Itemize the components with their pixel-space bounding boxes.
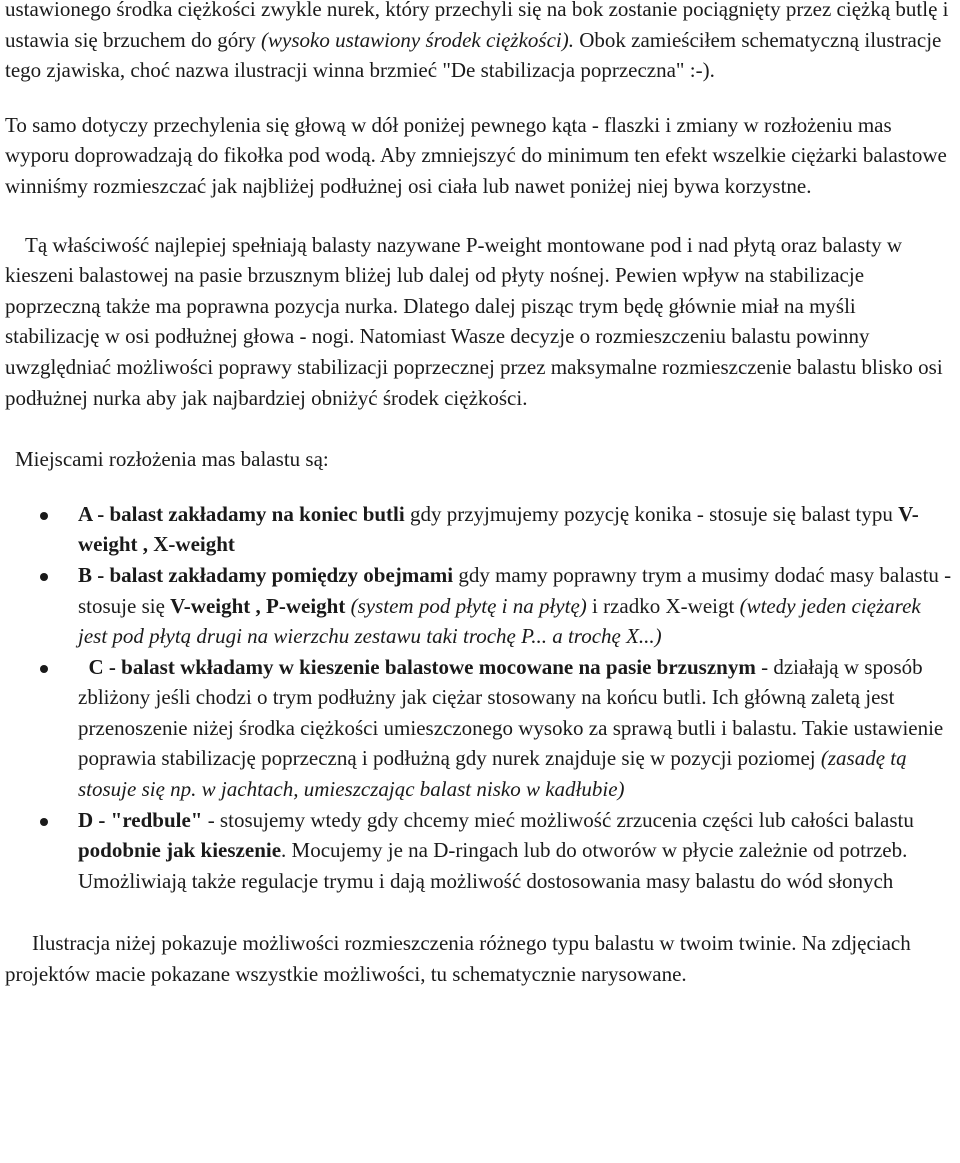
ballast-list — [5, 499, 955, 897]
item-d-bold: podobnie jak kieszenie — [78, 838, 282, 863]
item-b-italic: (system pod płytę i na płytę) — [345, 593, 587, 618]
list-item — [5, 805, 955, 897]
list-item — [5, 652, 955, 805]
list-intro: Miejscami rozłożenia mas balastu są: — [15, 447, 329, 472]
bullet-icon — [40, 512, 48, 520]
bullet-icon — [40, 573, 48, 581]
list-item — [5, 560, 955, 652]
paragraph-1-italic: (wysoko ustawiony środek ciężkości). — [261, 27, 574, 52]
item-c-text: - działają w sposób zbliżony jeśli chodzi o trym podłużny jak ciężar stosowany na końcu butli. Ich główną zaletą jest przenoszenie niżej środka ciężkości umieszczonego wysoko za sprawą butli i balastu. Takie ustawienie poprawia stabilizację poprzeczną i podłużną gdy nurek znajduje się w pozycji poziomej — [78, 654, 944, 771]
item-b-weights: V-weight , P-weight — [170, 593, 346, 618]
paragraph-1-text-2: Obok zamieściłem schematyczną ilustracje tego zjawiska, choć nazwa ilustracji winna brzmieć "De stabilizacja poprzeczna" :-). — [5, 27, 942, 83]
list-item — [5, 499, 955, 560]
item-c-lead — [78, 655, 89, 679]
item-b-text: gdy mamy poprawny trym a musimy dodać masy balastu - stosuje się — [78, 562, 952, 618]
item-a-title: A - balast zakładamy na koniec butli — [78, 501, 405, 526]
paragraph-2: To samo dotyczy przechylenia się głową w dół poniżej pewnego kąta - flaszki i zmiany w rozłożeniu mas wyporu doprowadzają do fikołka pod wodą. Aby zmniejszyć do minimum ten efekt wszelkie ciężarki balastowe winniśmy rozmieszczać jak najbliżej podłużnej osi ciała lub nawet poniżej niej bywa korzystne. — [5, 112, 947, 198]
item-b-italic-2: (wtedy jeden ciężarek jest pod płytą drugi na wierzchu zestawu taki trochę P... a trochę X...) — [78, 593, 921, 649]
bullet-icon — [40, 665, 48, 673]
item-b-title: B - balast zakładamy pomiędzy obejmami — [78, 562, 454, 587]
item-d-text: - stosujemy wtedy gdy chcemy mieć możliwość zrzucenia części lub całości balastu — [202, 807, 914, 832]
item-c-italic: (zasadę tą stosuje się np. w jachtach, umieszczając balast nisko w kadłubie) — [78, 746, 907, 802]
paragraph-1-text: ustawionego środka ciężkości zwykle nurek, który przechyli się na bok zostanie pociągnięty przez ciężką butlę i ustawia się brzuchem do góry — [5, 0, 949, 52]
item-a-text: gdy przyjmujemy pozycję konika - stosuje się balast typu — [404, 501, 899, 526]
closing-paragraph: Ilustracja niżej pokazuje możliwości rozmieszczenia różnego typu balastu w twoim twinie. Na zdjęciach projektów macie pokazane wszystkie możliwości, tu schematycznie narysowane. — [5, 931, 911, 987]
document-page — [5, 0, 955, 990]
item-b-text-2: i rzadko X-weigt — [586, 593, 740, 618]
bullet-icon — [40, 818, 48, 826]
paragraph-1 — [5, 0, 955, 86]
item-d-text-2: . Mocujemy je na D-ringach lub do otworów w płycie zależnie od potrzeb. Umożliwiają także regulacje trymu i dają możliwość dostosowania masy balastu do wód słonych — [78, 838, 908, 893]
paragraph-3: Tą właściwość najlepiej spełniają balasty nazywane P-weight montowane pod i nad płytą oraz balasty w kieszeni balastowej na pasie brzusznym bliżej lub dalej od płyty nośnej. Pewien wpływ na stabilizacje poprzeczną także ma poprawna pozycja nurka. Dlatego dalej pisząc trym będę głównie miał na myśli stabilizację w osi podłużnej głowa - nogi. Natomiast Wasze decyzje o rozmieszczeniu balastu powinny uwzględniać możliwości poprawy stabilizacji poprzecznej przez maksymalne rozmieszczenie balastu blisko osi podłużnej nurka aby jak najbardziej obniżyć środek ciężkości. — [5, 232, 943, 410]
item-c-title: C - balast wkładamy w kieszenie balastowe mocowane na pasie brzusznym — [88, 654, 756, 679]
item-a-weights: V-weight , X-weight — [78, 501, 919, 557]
item-d-title: D - "redbule" — [78, 807, 203, 832]
